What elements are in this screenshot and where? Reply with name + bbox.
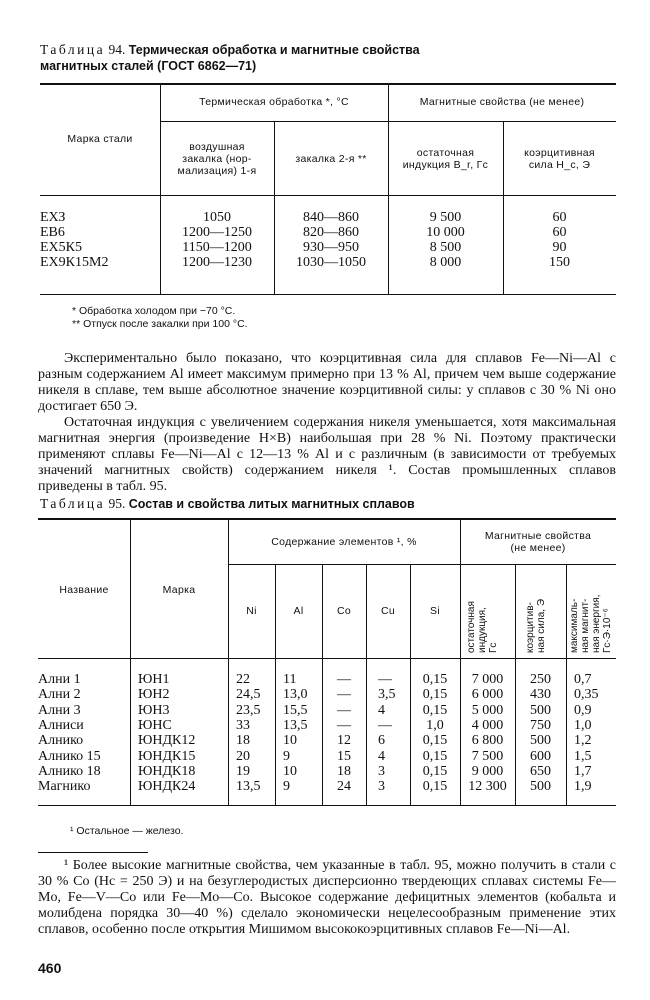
table-95-cell-hc: 430	[530, 687, 551, 703]
table-94-cell-grade: ЕХЗ	[40, 210, 66, 225]
table-95-col-ni: Ni	[246, 605, 257, 617]
table-95-cell-cu: 4	[378, 748, 385, 764]
table-94-cell-br: 8 500	[429, 240, 462, 255]
table-95-cell-al: 11	[283, 672, 297, 687]
table-94-group-heat: Термическая обработка *, °С	[199, 96, 349, 108]
table-95-group-content: Содержание элементов ¹, %	[271, 536, 417, 548]
header-line: воздушная	[189, 141, 245, 153]
header-line: (не менее)	[510, 542, 566, 554]
table-95-cell-co: —	[337, 717, 351, 733]
table-95-cell-ni: 22	[236, 672, 250, 687]
table-95-col-co: Co	[336, 605, 352, 617]
table-95-cell-grade: ЮН2	[138, 687, 170, 703]
table-95-cell-al: 9	[283, 779, 290, 795]
table-95-cell-en: 0,35	[574, 687, 599, 703]
footnote-separator	[38, 852, 148, 853]
table-95-cell-si: 0,15	[422, 702, 448, 718]
table-94-col-br	[388, 147, 503, 171]
table-95-cell-ni: 18	[236, 733, 250, 749]
table-95-cell-al: 15,5	[283, 702, 308, 718]
table-95-cell-hc: 500	[530, 779, 551, 795]
table-95-cell-name: Алнико 18	[38, 763, 101, 779]
table-94-cell-grade: ЕВ6	[40, 225, 65, 240]
page-footnote	[38, 858, 616, 938]
table-95-vrule	[130, 519, 131, 806]
table-95-cell-grade: ЮНДК12	[138, 733, 196, 749]
table-95-footnote: ¹ Остальное — железо.	[70, 825, 184, 837]
table-94-footnote-1: * Обработка холодом при −70 °С.	[72, 305, 236, 317]
table-95-cell-br: 9 000	[471, 763, 504, 779]
table-95-cell-hc: 500	[530, 702, 551, 718]
table-95-header-bottom-rule	[38, 658, 616, 659]
table-95-cell-en: 0,9	[574, 702, 592, 718]
table-94-cell-air: 1200—1250	[182, 225, 252, 240]
table-95-cell-al: 13,0	[283, 687, 308, 703]
table-94-prefix: Таблица	[40, 42, 106, 57]
table-95-col-br	[466, 569, 499, 653]
table-95-cell-co: —	[337, 702, 351, 718]
table-95-cell-al: 10	[283, 733, 297, 749]
table-95-cell-ni: 19	[236, 763, 250, 779]
table-95-cell-name: Ални 3	[38, 702, 81, 718]
table-95-cell-co: 15	[337, 748, 351, 764]
table-95-cell-hc: 750	[530, 717, 551, 733]
table-95-cell-co: 18	[337, 763, 351, 779]
table-95-cell-ni: 23,5	[236, 702, 261, 718]
header-line: сила H_c, Э	[528, 159, 591, 171]
table-94-header-bottom-rule	[40, 195, 616, 196]
table-95-cell-co: —	[337, 687, 351, 703]
table-95-cell-br: 7 000	[471, 672, 504, 687]
table-94-title-line1: Термическая обработка и магнитные свойства	[128, 43, 420, 57]
table-95-col-si: Si	[430, 605, 440, 617]
table-95-cell-en: 1,2	[574, 733, 592, 749]
table-94-number: 94.	[108, 42, 126, 57]
table-95-cell-hc: 650	[530, 763, 551, 779]
table-94-cell-air: 1050	[203, 210, 231, 225]
table-94-cell-hc: 60	[552, 210, 567, 225]
header-line: индукция,	[477, 607, 488, 653]
paragraph-1: Экспериментально было показано, что коэрцитивная сила для сплавов Fe—Ni—Al с разным содержанием Al имеет максимум примерно при 13 % Al, причем чем выше содержание никеля в сплаве, тем выше абсолютное значение коэрцитивной силы: у сплавов с 30 % Ni оно достигает 650 Э.	[38, 351, 616, 414]
table-94-col-quench2: закалка 2-я **	[295, 153, 367, 165]
table-95-cell-br: 12 300	[468, 779, 507, 795]
table-95-cell-en: 1,0	[574, 717, 592, 733]
table-95-cell-cu: 3	[378, 779, 385, 795]
table-95-cell-al: 9	[283, 748, 290, 764]
table-95-cell-si: 0,15	[422, 687, 448, 703]
header-line: закалка (нор-	[182, 153, 252, 165]
header-line: ная энергия,	[591, 594, 602, 653]
table-95-cell-hc: 250	[530, 672, 551, 687]
table-94-col-hc	[503, 147, 616, 171]
table-94-cell-br: 9 500	[429, 210, 462, 225]
table-94-col-air	[160, 141, 274, 177]
table-94-col-grade: Марка стали	[67, 133, 133, 145]
table-95-cell-ni: 13,5	[236, 779, 261, 795]
table-95-vrule	[275, 565, 276, 806]
table-94-cell-br: 8 000	[429, 255, 462, 270]
header-line: мализация) 1-я	[177, 165, 257, 177]
table-94-top-rule	[40, 83, 616, 85]
table-94-footnote-2: ** Отпуск после закалки при 100 °С.	[72, 318, 248, 330]
table-95-cell-br: 7 500	[471, 748, 504, 764]
header-line: Гс·Э·10⁻⁶	[602, 608, 613, 653]
table-94-cell-q2: 820—860	[303, 225, 359, 240]
table-95-col-energy	[569, 569, 613, 653]
table-94-cell-grade: ЕХ9К15М2	[40, 255, 109, 270]
header-line: ная сила, Э	[536, 598, 547, 653]
header-line: коэрцитивная	[524, 147, 595, 159]
table-95-col-hc	[525, 569, 547, 653]
table-95-title: Состав и свойства литых магнитных сплавов	[128, 497, 415, 511]
table-95-cell-si: 0,15	[422, 733, 448, 749]
header-line: остаточная	[416, 147, 475, 159]
table-95-cell-name: Алнико 15	[38, 748, 101, 764]
table-95-cell-en: 0,7	[574, 672, 592, 687]
table-95-cell-hc: 500	[530, 733, 551, 749]
table-95-cell-ni: 24,5	[236, 687, 261, 703]
table-94-cell-q2: 1030—1050	[296, 255, 366, 270]
table-95-cell-al: 13,5	[283, 717, 308, 733]
table-95-cell-si: 0,15	[422, 748, 448, 764]
table-95-cell-grade: ЮНС	[138, 717, 172, 733]
table-95-cell-grade: ЮНДК15	[138, 748, 196, 764]
table-95-cell-ni: 33	[236, 717, 250, 733]
header-line: ная магнит-	[580, 598, 591, 653]
table-95-vrule	[566, 565, 567, 806]
header-line: остаточная	[466, 601, 477, 653]
table-95-cell-cu: 3	[378, 763, 385, 779]
header-line: максималь-	[569, 598, 580, 653]
table-95-top-rule	[38, 518, 616, 520]
table-95-bottom-rule	[38, 805, 616, 806]
body-text	[38, 351, 616, 495]
header-line: индукция B_r, Гс	[402, 159, 489, 171]
page-number: 460	[38, 960, 62, 976]
header-line: Магнитные свойства	[484, 530, 592, 542]
table-95-cell-cu: 3,5	[378, 687, 396, 703]
table-95-cell-name: Ални 1	[38, 672, 81, 687]
table-95-cell-si: 0,15	[422, 763, 448, 779]
table-95-vrule	[366, 565, 367, 806]
table-95-header-group-rule	[228, 564, 616, 565]
table-94-cell-q2: 930—950	[303, 240, 359, 255]
table-95-cell-name: Алниси	[38, 717, 84, 733]
table-94-title-line2: магнитных сталей (ГОСТ 6862—71)	[40, 59, 257, 73]
table-94-caption-line2	[40, 58, 256, 74]
table-94-cell-air: 1150—1200	[182, 240, 252, 255]
table-95-col-cu: Cu	[380, 605, 396, 617]
table-95-number: 95.	[108, 496, 126, 511]
table-94-cell-br: 10 000	[426, 225, 465, 240]
table-94-cell-q2: 840—860	[303, 210, 359, 225]
table-94-cell-hc: 150	[549, 255, 570, 270]
table-95-cell-name: Ални 2	[38, 687, 81, 703]
table-95-cell-en: 1,5	[574, 748, 592, 764]
table-95-cell-hc: 600	[530, 748, 551, 764]
table-95-cell-co: 24	[337, 779, 351, 795]
table-95-cell-en: 1,9	[574, 779, 592, 795]
table-94-cell-hc: 90	[552, 240, 567, 255]
table-95-prefix: Таблица	[40, 496, 106, 511]
table-95-cell-br: 6 800	[471, 733, 504, 749]
table-95-cell-grade: ЮНДК24	[138, 779, 196, 795]
table-95-cell-name: Магнико	[38, 779, 91, 795]
table-95-cell-co: 12	[337, 733, 351, 749]
table-94-caption	[40, 42, 420, 58]
paragraph-2: Остаточная индукция с увеличением содержания никеля уменьшается, хотя максимальная магнитная энергия (произведение H×B) наибольшая при 28 % Ni. Поэтому практически применяют сплавы Fe—Ni—Al с 12—13 % Al и с различным (в зависимости от требуемых значений магнитных свойств) содержанием никеля ¹. Состав промышленных сплавов приведены в табл. 95.	[38, 415, 616, 494]
table-95-cell-si: 0,15	[422, 779, 448, 795]
table-94-cell-grade: ЕХ5К5	[40, 240, 82, 255]
table-95-col-grade: Марка	[162, 584, 196, 596]
table-95-vrule	[228, 519, 229, 806]
table-95-cell-cu: —	[378, 672, 392, 687]
table-95-cell-br: 5 000	[471, 702, 504, 718]
table-95-cell-al: 10	[283, 763, 297, 779]
header-line: коэрцитив-	[525, 602, 536, 653]
table-95-cell-cu: —	[378, 717, 392, 733]
table-94-group-magnetic: Магнитные свойства (не менее)	[419, 96, 585, 108]
table-95-caption	[40, 496, 415, 512]
table-95-cell-br: 4 000	[471, 717, 504, 733]
table-95-cell-grade: ЮН3	[138, 702, 170, 718]
table-94-bottom-rule	[40, 294, 616, 295]
header-line: Гс	[488, 642, 499, 653]
table-95-cell-si: 0,15	[422, 672, 448, 687]
table-95-cell-grade: ЮНДК18	[138, 763, 196, 779]
table-94-cell-air: 1200—1230	[182, 255, 252, 270]
table-95-cell-br: 6 000	[471, 687, 504, 703]
table-95-cell-name: Алнико	[38, 733, 84, 749]
table-95-cell-cu: 6	[378, 733, 385, 749]
table-95-cell-en: 1,7	[574, 763, 592, 779]
table-95-group-magnetic	[460, 530, 616, 554]
table-95-cell-grade: ЮН1	[138, 672, 170, 687]
table-95-cell-cu: 4	[378, 702, 385, 718]
table-95-cell-si: 1,0	[426, 717, 444, 733]
table-94-cell-hc: 60	[552, 225, 567, 240]
table-95-cell-co: —	[337, 672, 351, 687]
table-95-col-al: Al	[293, 605, 304, 617]
table-95-cell-ni: 20	[236, 748, 250, 764]
page-footnote-text: ¹ Более высокие магнитные свойства, чем указанные в табл. 95, можно получить в стали с 30 % Co (Hc = 250 Э) и на безуглеродистых дисперсионно твердеющих сплавах системы Fe—Mo, Fe—V—Co или Fe—Mo—Co. Высокое содержание дефицитных элементов (кобальта и молибдена порядка 30—40 %) сделало экономически нецелесообразным применение этих сплавов, особенно после открытия Мишимом высококоэрцитивных сплавов Fe—Ni—Al.	[38, 858, 616, 937]
table-95-col-name: Название	[59, 584, 109, 596]
